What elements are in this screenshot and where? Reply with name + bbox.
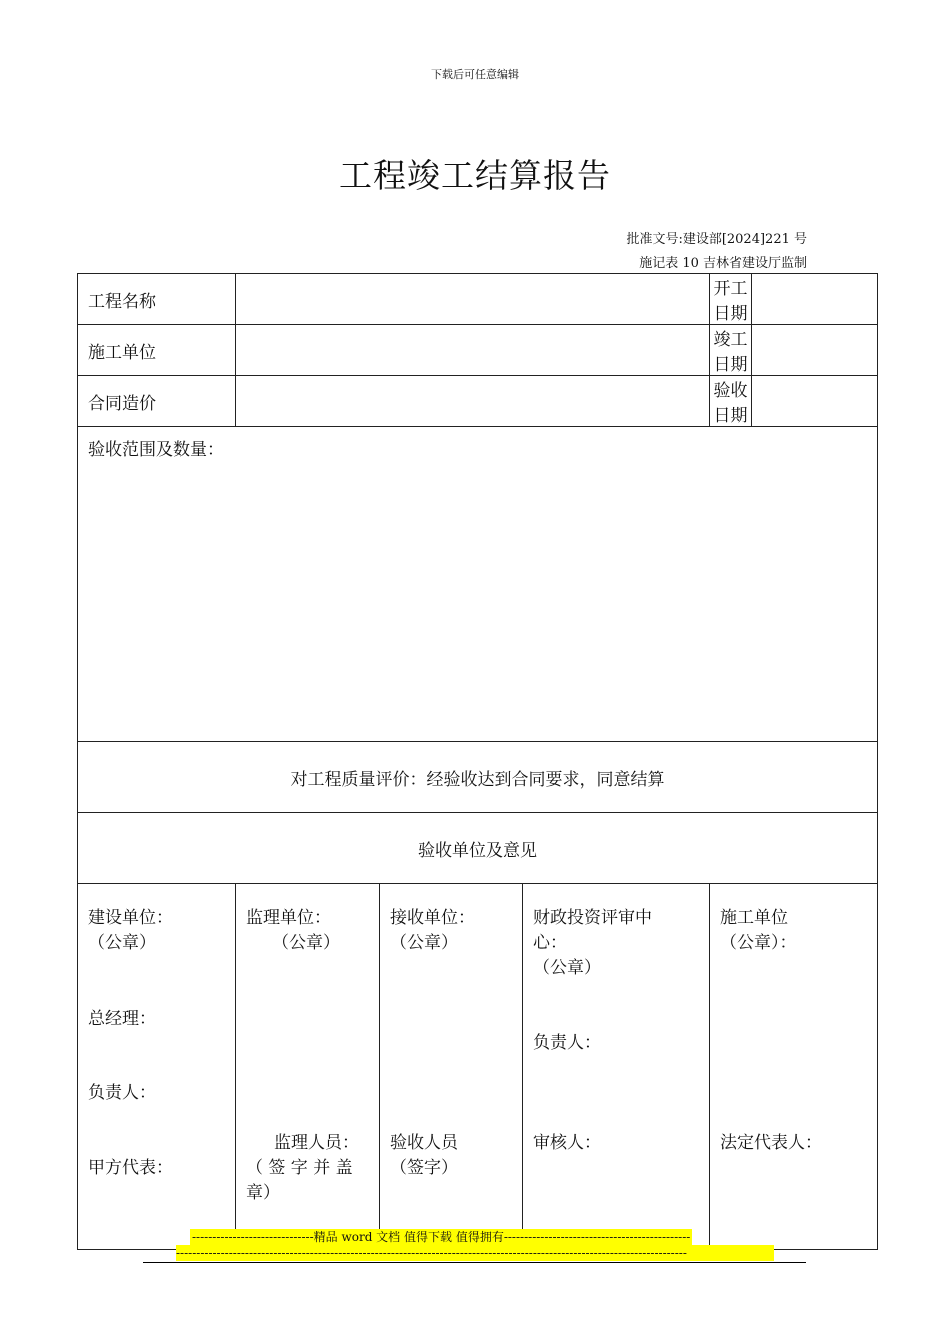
finance-reviewer-label: 审核人： [533,1133,601,1153]
supervision-personnel-label: 监理人员： [274,1133,359,1153]
finance-center-title-line2: 心： [533,933,567,953]
acceptance-date-label: 验收日期 [710,376,752,427]
completion-date-field[interactable] [752,325,878,376]
contractor-field[interactable] [236,325,710,376]
start-date-label: 开工日期 [710,274,752,325]
start-date-field[interactable] [752,274,878,325]
row-contractor [78,325,878,376]
construction-person-in-charge-label: 负责人： [88,1083,156,1103]
footer-line2: ------------------------------------------------------------------------------------------------------------------------------ [176,1245,774,1261]
acceptance-units-heading: 验收单位及意见 [78,813,878,884]
general-manager-label: 总经理： [88,1009,156,1029]
construction-unit-cell[interactable] [78,884,236,1250]
receiving-unit-title: 接收单位： [390,908,475,928]
construction-unit-title: 建设单位： [88,908,173,928]
finance-person-in-charge-label: 负责人： [533,1033,601,1053]
settlement-form-table [77,273,878,1250]
footer-rule [143,1262,806,1263]
contractor-unit-seal: （公章）： [720,933,797,953]
finance-center-title-line1: 财政投资评审中 [533,908,652,928]
completion-date-label: 竣工日期 [710,325,752,376]
finance-center-cell[interactable] [523,884,710,1250]
footer-banner [176,1229,774,1261]
header-note: 下载后可任意编辑 [431,68,519,81]
finance-center-seal: （公章） [533,958,601,978]
contractor-unit-title: 施工单位 [720,908,788,928]
form-number: 施记表 10 吉林省建设厅监制 [639,256,807,271]
scope-field[interactable] [78,427,878,742]
row-project-name [78,274,878,325]
receiving-unit-seal: （公章） [390,933,458,953]
row-acceptance-units [78,813,878,884]
footer-line1: ------------------------------精品 word 文档 值得下载 值得拥有---------------------------------------------- [192,1230,691,1244]
supervision-unit-seal: （公章） [272,933,340,953]
supervision-unit-cell[interactable] [236,884,380,1250]
contract-price-field[interactable] [236,376,710,427]
receiving-personnel-label: 验收人员 [390,1133,458,1153]
approval-number: 批准文号:建设部[2024]221 号 [626,232,807,247]
project-name-field[interactable] [236,274,710,325]
receiving-sign-label: （签字） [390,1158,458,1178]
quality-evaluation: 对工程质量评价：经验收达到合同要求，同意结算 [78,742,878,813]
row-quality-eval [78,742,878,813]
supervision-sign-seal-line1: （ 签 字 并 盖 [246,1158,353,1178]
acceptance-date-field[interactable] [752,376,878,427]
receiving-unit-cell[interactable] [380,884,523,1250]
party-a-rep-label: 甲方代表： [88,1158,173,1178]
contract-price-label: 合同造价 [78,376,236,427]
supervision-sign-seal-line2: 章） [246,1183,280,1203]
project-name-label: 工程名称 [78,274,236,325]
row-scope [78,427,878,742]
scope-label: 验收范围及数量： [88,440,224,460]
legal-rep-label: 法定代表人： [720,1133,822,1153]
contractor-label: 施工单位 [78,325,236,376]
document-title: 工程竣工结算报告 [339,156,611,195]
contractor-unit-cell[interactable] [710,884,878,1250]
row-signatures [78,884,878,1250]
row-contract-price [78,376,878,427]
construction-unit-seal: （公章） [88,933,156,953]
supervision-unit-title: 监理单位： [246,908,331,928]
